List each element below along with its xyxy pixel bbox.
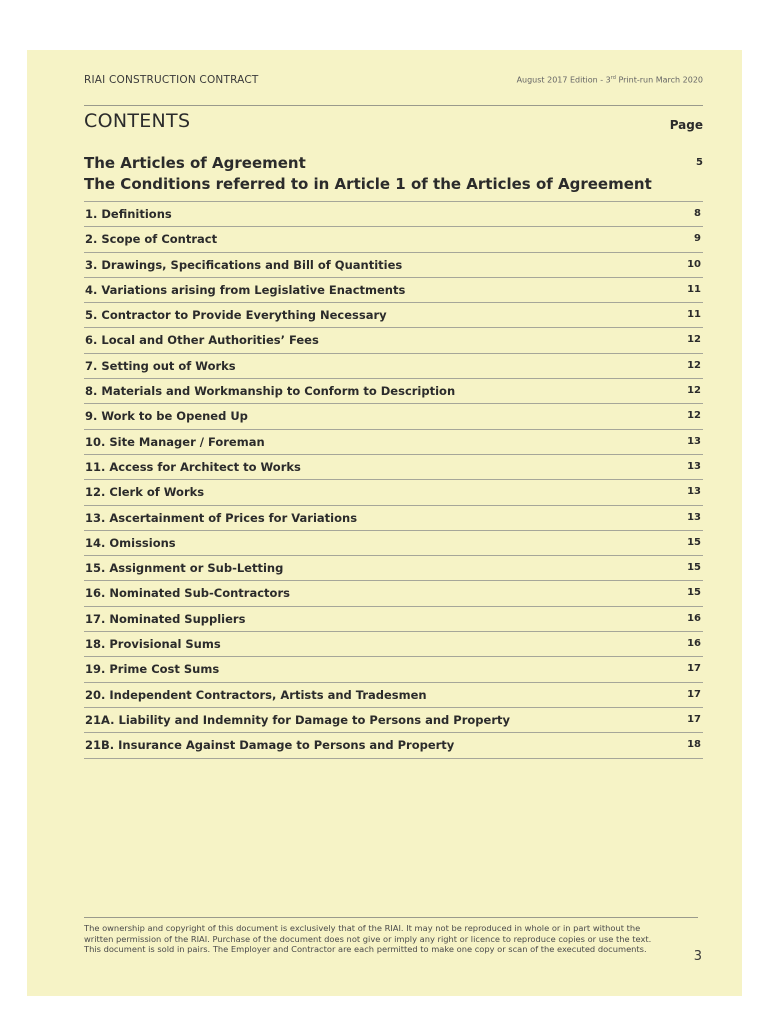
toc-item-page: 8 (694, 208, 701, 219)
toc-item[interactable] (84, 404, 703, 429)
toc-item-page: 13 (687, 460, 701, 472)
toc-item[interactable] (84, 657, 703, 682)
toc-item-title: 21A. Liability and Indemnity for Damage to Persons and Property (85, 712, 510, 727)
toc-item-title: 8. Materials and Workmanship to Conform to Description (85, 384, 456, 399)
toc-item-title: 20. Independent Contractors, Artists and Tradesmen (85, 687, 427, 702)
toc-item-title: 5. Contractor to Provide Everything Necessary (85, 308, 387, 323)
toc-item[interactable] (84, 607, 703, 632)
toc-item[interactable] (84, 253, 703, 278)
toc-item-title: 15. Assignment or Sub-Letting (85, 561, 284, 576)
toc-item[interactable] (84, 733, 703, 758)
header-divider (84, 105, 703, 106)
toc-item-title: 18. Provisional Sums (85, 637, 221, 652)
toc-item-title: 4. Variations arising from Legislative Enactments (85, 282, 406, 297)
toc-item-page: 18 (687, 739, 701, 751)
toc-item-page: 17 (687, 688, 701, 700)
toc-item-page: 12 (687, 385, 701, 397)
toc-item[interactable] (84, 379, 703, 404)
toc-main-entry-title: The Conditions referred to in Article 1 of the Articles of Agreement (84, 175, 652, 193)
toc-item[interactable] (84, 278, 703, 303)
toc-item-title: 21B. Insurance Against Damage to Persons and Property (85, 738, 455, 753)
toc-item-title: 12. Clerk of Works (85, 485, 205, 500)
toc-item-title: 17. Nominated Suppliers (85, 611, 246, 626)
toc-item[interactable] (84, 227, 703, 252)
footer-divider (84, 917, 698, 918)
toc-item[interactable] (84, 506, 703, 531)
toc-item[interactable] (84, 556, 703, 581)
toc-item-page: 15 (687, 562, 701, 574)
page-number: 3 (693, 949, 702, 964)
toc-item[interactable] (84, 480, 703, 505)
toc-item-page: 11 (687, 283, 701, 295)
toc-main-entry[interactable] (84, 175, 703, 193)
toc-item-title: 9. Work to be Opened Up (85, 409, 248, 424)
toc-item-page: 13 (687, 486, 701, 498)
toc-item-page: 16 (687, 638, 701, 650)
toc-item-page: 12 (687, 410, 701, 422)
running-header (84, 74, 703, 92)
toc-item-title: 13. Ascertainment of Prices for Variations (85, 510, 358, 525)
toc-item-title: 14. Omissions (85, 535, 176, 550)
toc-item-page: 16 (687, 612, 701, 624)
toc-item-page: 13 (687, 511, 701, 523)
toc-item-title: 7. Setting out of Works (85, 358, 236, 373)
toc-item[interactable] (84, 683, 703, 708)
toc-item-page: 12 (687, 334, 701, 346)
toc-item-page: 15 (687, 536, 701, 548)
toc-item-title: 11. Access for Architect to Works (85, 459, 301, 474)
toc-main-entry[interactable] (84, 154, 703, 172)
document-page (27, 50, 742, 996)
toc-item-title: 3. Drawings, Specifications and Bill of Quantities (85, 257, 403, 272)
toc-main-entry-title: The Articles of Agreement (84, 154, 306, 172)
header-title: RIAI CONSTRUCTION CONTRACT (84, 74, 259, 86)
toc-item-title: 16. Nominated Sub-Contractors (85, 586, 290, 601)
toc-item[interactable] (84, 708, 703, 733)
toc-item-title: 2. Scope of Contract (85, 232, 218, 247)
copyright-notice: The ownership and copyright of this document is exclusively that of the RIAI. It may not be reproduced in whole or in part without the written permission of the RIAI. Purchase of the document does not give or imply any right or licence to reproduce copies or use the text. This document is sold in pairs. The Employer and Contractor are each permitted to make one copy or scan of the executed documents. (84, 923, 652, 955)
page-column-label: Page (669, 118, 703, 132)
toc-item-page: 17 (687, 663, 701, 675)
header-edition: August 2017 Edition - 3rd Print-run March 2020 (516, 75, 703, 85)
toc-main-entry-page: 5 (696, 157, 703, 168)
toc-item-title: 19. Prime Cost Sums (85, 662, 220, 677)
toc-item-page: 12 (687, 359, 701, 371)
toc-item[interactable] (84, 328, 703, 353)
toc-item[interactable] (84, 581, 703, 606)
toc-item[interactable] (84, 202, 703, 227)
toc-item-page: 13 (687, 435, 701, 447)
toc-item[interactable] (84, 455, 703, 480)
toc-item-page: 9 (694, 233, 701, 245)
toc-item-page: 10 (687, 258, 701, 270)
toc-list (84, 201, 703, 759)
toc-item-title: 6. Local and Other Authorities’ Fees (85, 333, 319, 348)
toc-item[interactable] (84, 632, 703, 657)
contents-heading: CONTENTS (84, 110, 191, 132)
toc-item-page: 11 (687, 309, 701, 321)
toc-item[interactable] (84, 354, 703, 379)
toc-item[interactable] (84, 303, 703, 328)
toc-item-page: 17 (687, 713, 701, 725)
toc-item[interactable] (84, 531, 703, 556)
toc-item-title: 10. Site Manager / Foreman (85, 434, 265, 449)
toc-item-title: 1. Definitions (85, 207, 172, 221)
toc-item[interactable] (84, 430, 703, 455)
toc-item-page: 15 (687, 587, 701, 599)
